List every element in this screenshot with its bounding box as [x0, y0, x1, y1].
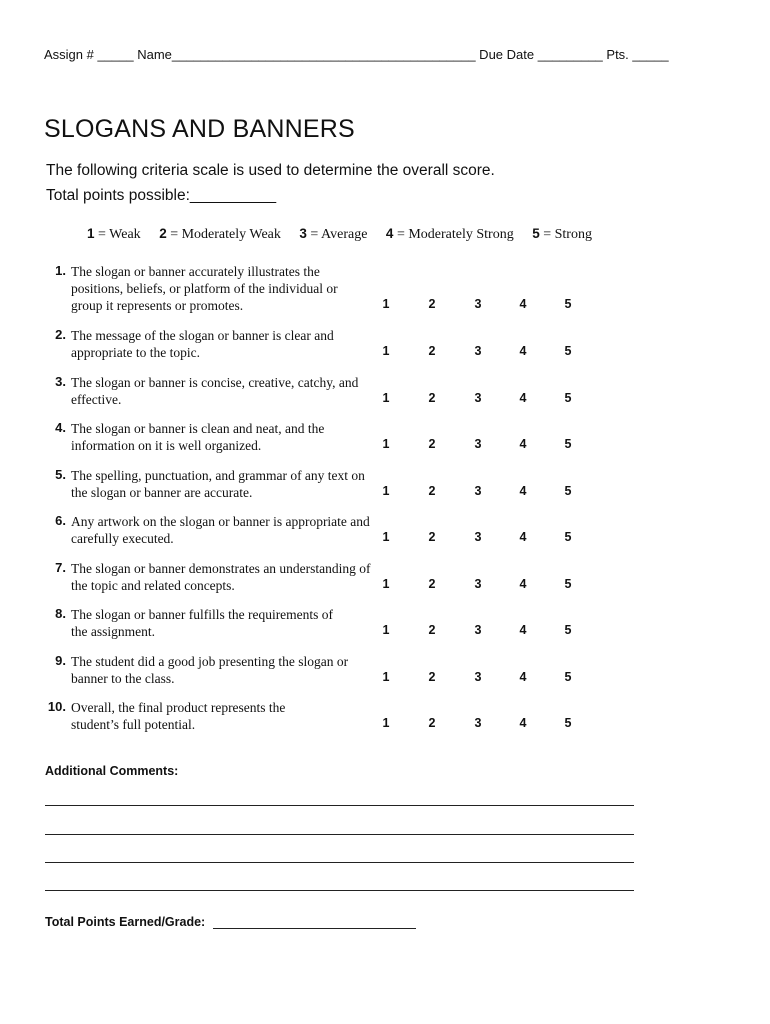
criterion-number: 3.: [55, 374, 66, 389]
criterion-row: [40, 699, 660, 733]
total-points-earned-label: Total Points Earned/Grade:: [45, 915, 206, 929]
rating-4[interactable]: 4: [519, 344, 527, 358]
criterion-text: The slogan or banner fulfills the requirements of the assignment.: [71, 607, 334, 639]
rating-options: [40, 484, 660, 501]
scale-item: 4 = Moderately Strong: [385, 226, 514, 242]
rating-2[interactable]: 2: [428, 344, 436, 358]
criterion-text: The slogan or banner is concise, creative, catchy, and effective.: [71, 375, 359, 407]
rating-4[interactable]: 4: [519, 297, 527, 311]
rating-options: [40, 670, 660, 687]
rating-options: [40, 344, 660, 361]
criterion-text: The student did a good job presenting the slogan or banner to the class.: [71, 654, 349, 686]
rating-2[interactable]: 2: [428, 577, 436, 591]
criterion-text: The slogan or banner accurately illustrates the positions, beliefs, or platform of the individual or group it represents or promotes.: [71, 264, 338, 313]
rating-2[interactable]: 2: [428, 391, 436, 405]
rating-options: [40, 530, 660, 547]
rating-3[interactable]: 3: [474, 344, 482, 358]
header-fields: Assign # _____ Name__________________________________________ Due Date _________ Pts. _____: [44, 47, 669, 62]
rating-options: [40, 437, 660, 454]
criterion-number: 5.: [55, 467, 66, 482]
criterion-number: 10.: [47, 699, 66, 714]
criterion-row: [40, 606, 660, 640]
rating-options: [40, 716, 660, 733]
rating-4[interactable]: 4: [519, 577, 527, 591]
rating-3[interactable]: 3: [474, 670, 482, 684]
criterion-row: [40, 263, 660, 314]
rating-options: [40, 623, 660, 640]
criterion-text: The spelling, punctuation, and grammar of any text on the slogan or banner are accurate.: [71, 468, 365, 500]
rating-5[interactable]: 5: [564, 716, 572, 730]
rating-5[interactable]: 5: [564, 670, 572, 684]
rating-1[interactable]: 1: [382, 297, 390, 311]
rating-3[interactable]: 3: [474, 391, 482, 405]
criterion-number: 2.: [55, 327, 66, 342]
rating-4[interactable]: 4: [519, 391, 527, 405]
rating-5[interactable]: 5: [564, 530, 572, 544]
criterion-text: The message of the slogan or banner is clear and appropriate to the topic.: [71, 328, 334, 360]
scale-item: 2 = Moderately Weak: [159, 226, 281, 242]
grade-line[interactable]: [213, 928, 416, 929]
rating-2[interactable]: 2: [428, 716, 436, 730]
rating-3[interactable]: 3: [474, 437, 482, 451]
rating-options: [40, 577, 660, 594]
rating-1[interactable]: 1: [382, 484, 390, 498]
rating-options: [40, 391, 660, 408]
rating-4[interactable]: 4: [519, 623, 527, 637]
scale-item: 1 = Weak: [87, 226, 141, 242]
rating-2[interactable]: 2: [428, 530, 436, 544]
rating-3[interactable]: 3: [474, 623, 482, 637]
criterion-number: 1.: [55, 263, 66, 278]
rating-1[interactable]: 1: [382, 670, 390, 684]
criterion-number: 4.: [55, 420, 66, 435]
criterion-number: 8.: [55, 606, 66, 621]
criterion-row: [40, 467, 660, 501]
criterion-row: [40, 420, 660, 454]
rating-1[interactable]: 1: [382, 344, 390, 358]
criterion-row: [40, 653, 660, 687]
rating-5[interactable]: 5: [564, 297, 572, 311]
rating-scale-legend: [87, 226, 607, 243]
comment-line[interactable]: [45, 805, 634, 806]
rating-2[interactable]: 2: [428, 623, 436, 637]
criterion-row: [40, 327, 660, 361]
criterion-text: Any artwork on the slogan or banner is appropriate and carefully executed.: [71, 514, 370, 546]
intro-text: The following criteria scale is used to determine the overall score.: [46, 162, 495, 179]
scale-item: 3 = Average: [299, 226, 368, 242]
comment-line[interactable]: [45, 834, 634, 835]
rating-1[interactable]: 1: [382, 623, 390, 637]
rating-2[interactable]: 2: [428, 437, 436, 451]
rating-5[interactable]: 5: [564, 391, 572, 405]
comment-line[interactable]: [45, 890, 634, 891]
rating-5[interactable]: 5: [564, 484, 572, 498]
total-points-possible: Total points possible:__________: [46, 187, 277, 204]
rating-5[interactable]: 5: [564, 437, 572, 451]
rating-1[interactable]: 1: [382, 530, 390, 544]
rating-3[interactable]: 3: [474, 484, 482, 498]
rating-5[interactable]: 5: [564, 623, 572, 637]
criterion-number: 7.: [55, 560, 66, 575]
rating-3[interactable]: 3: [474, 530, 482, 544]
scale-item: 5 = Strong: [532, 226, 592, 242]
rating-4[interactable]: 4: [519, 437, 527, 451]
rating-3[interactable]: 3: [474, 716, 482, 730]
rating-2[interactable]: 2: [428, 297, 436, 311]
rating-3[interactable]: 3: [474, 577, 482, 591]
rating-2[interactable]: 2: [428, 484, 436, 498]
criterion-row: [40, 513, 660, 547]
criterion-number: 9.: [55, 653, 66, 668]
criterion-row: [40, 560, 660, 594]
page-title: SLOGANS AND BANNERS: [44, 115, 355, 143]
criterion-text: The slogan or banner is clean and neat, and the information on it is well organized.: [71, 421, 325, 453]
rating-1[interactable]: 1: [382, 716, 390, 730]
rating-3[interactable]: 3: [474, 297, 482, 311]
rating-1[interactable]: 1: [382, 391, 390, 405]
comment-line[interactable]: [45, 862, 634, 863]
criterion-number: 6.: [55, 513, 66, 528]
rating-options: [40, 297, 660, 314]
rating-4[interactable]: 4: [519, 530, 527, 544]
rating-4[interactable]: 4: [519, 670, 527, 684]
rating-1[interactable]: 1: [382, 437, 390, 451]
additional-comments-label: Additional Comments:: [45, 764, 179, 778]
criterion-text: Overall, the final product represents the student’s full potential.: [71, 700, 286, 732]
rating-1[interactable]: 1: [382, 577, 390, 591]
rating-2[interactable]: 2: [428, 670, 436, 684]
rating-5[interactable]: 5: [564, 344, 572, 358]
criterion-text: The slogan or banner demonstrates an understanding of the topic and related concepts.: [71, 561, 371, 593]
rating-5[interactable]: 5: [564, 577, 572, 591]
rating-4[interactable]: 4: [519, 484, 527, 498]
criterion-row: [40, 374, 660, 408]
rating-4[interactable]: 4: [519, 716, 527, 730]
